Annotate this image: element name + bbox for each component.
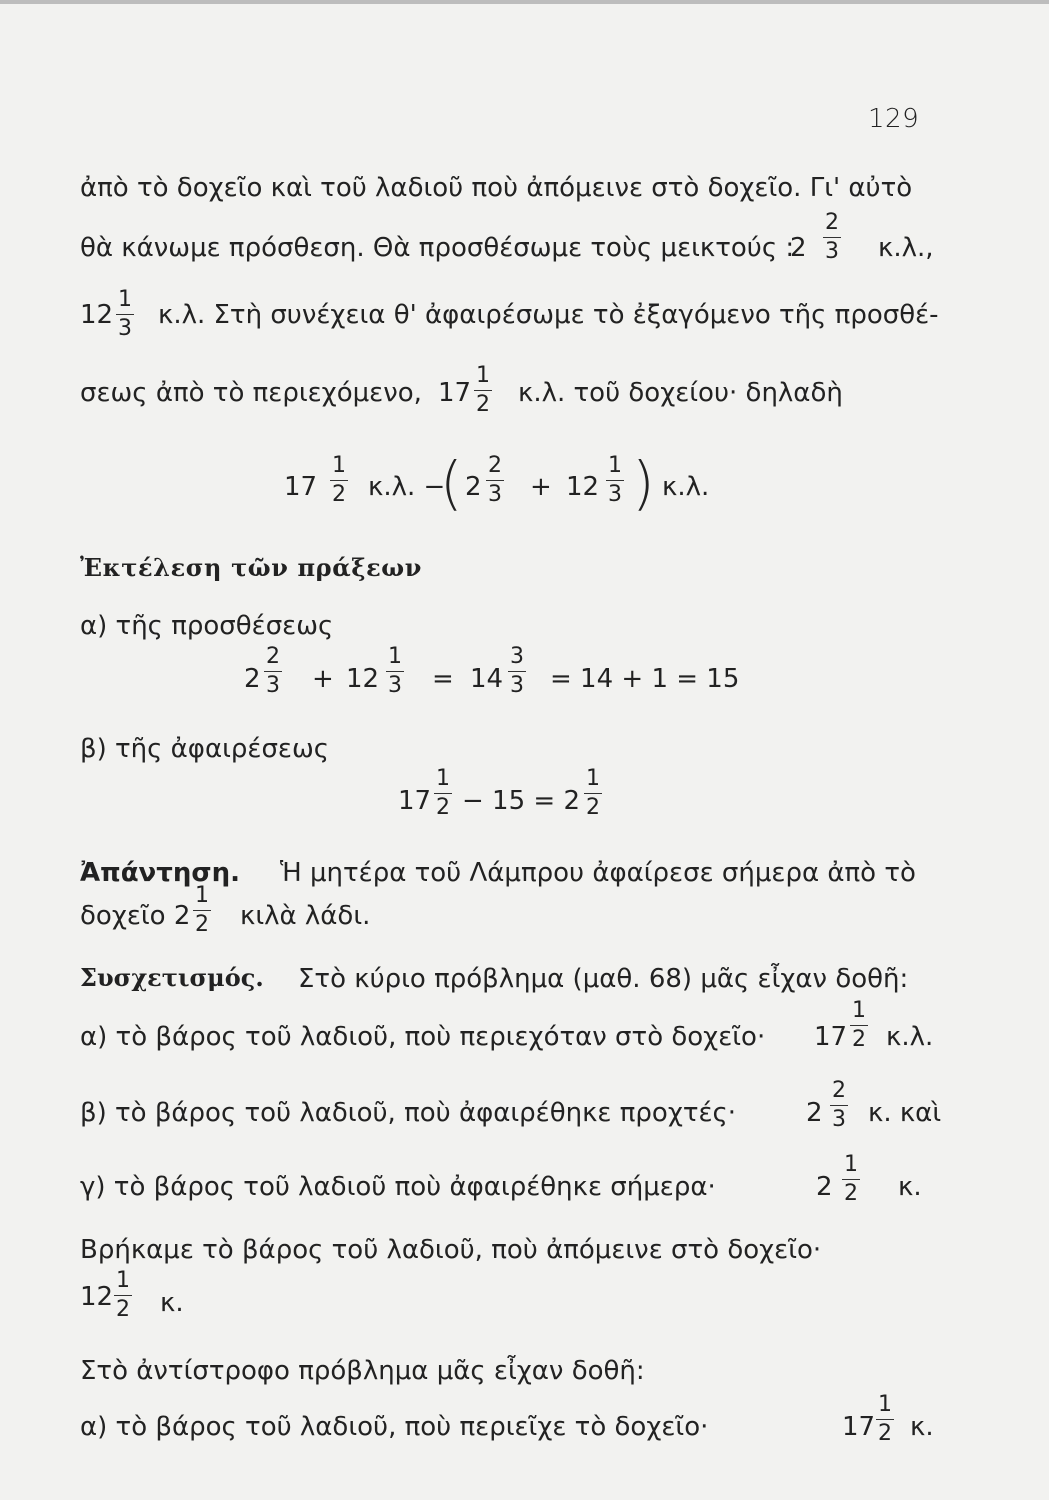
correlation-found: Βρήκαμε τὸ βάρος τοῦ λαδιοῦ, ποὺ ἀπόμεινε στὸ δοχεῖο· — [80, 1235, 822, 1265]
fraction — [114, 1270, 132, 1321]
list-item-alpha: α) τῆς προσθέσεως — [80, 611, 334, 641]
fraction — [264, 646, 282, 697]
equation-close-paren: ) — [632, 449, 655, 517]
fraction-bar — [508, 671, 526, 672]
fraction-denominator: 2 — [332, 482, 346, 507]
answer-label: Ἀπάντηση. — [80, 858, 240, 888]
fraction — [330, 455, 348, 506]
fraction-numerator: 1 — [476, 363, 490, 388]
page-number: 129 — [868, 104, 920, 134]
unit-label: κ.λ. — [886, 1022, 934, 1052]
correlation-item-gamma: γ) τὸ βάρος τοῦ λαδιοῦ ποὺ ἀφαιρέθηκε σήμερα· — [80, 1172, 716, 1202]
fraction-bar — [330, 480, 348, 481]
fraction-numerator: 1 — [844, 1152, 858, 1177]
fraction-numerator: 1 — [195, 883, 209, 908]
fraction-numerator: 1 — [852, 998, 866, 1023]
fraction-denominator: 3 — [832, 1107, 846, 1132]
equation-unit: κ.λ. — [662, 472, 710, 502]
correlation-item-beta: β) τὸ βάρος τοῦ λαδιοῦ, ποὺ ἀφαιρέθηκε προχτές· — [80, 1098, 737, 1128]
fraction-denominator: 3 — [488, 482, 502, 507]
fraction — [193, 885, 211, 936]
fraction-numerator: 1 — [586, 766, 600, 791]
mixed-number-whole: 2 — [806, 1098, 823, 1128]
fraction-numerator: 3 — [510, 644, 524, 669]
fraction-bar — [584, 793, 602, 794]
fraction-bar — [116, 314, 134, 315]
fraction-denominator: 2 — [878, 1421, 892, 1446]
fraction — [486, 455, 504, 506]
fraction — [823, 212, 841, 263]
fraction — [876, 1394, 894, 1445]
page-top-edge — [0, 0, 1049, 4]
equation-result: − 15 = 2 — [462, 786, 580, 816]
fraction-denominator: 2 — [116, 1297, 130, 1322]
unit-label: κ. — [160, 1288, 184, 1318]
unit-label: κ. καὶ — [868, 1098, 942, 1128]
unit-label: κ. — [910, 1412, 934, 1442]
fraction-denominator: 3 — [825, 239, 839, 264]
fraction-bar — [434, 793, 452, 794]
fraction-denominator: 2 — [844, 1181, 858, 1206]
fraction — [474, 365, 492, 416]
equation-term: 2 — [244, 664, 261, 694]
equation-term: 12 — [346, 664, 380, 694]
fraction-bar — [474, 390, 492, 391]
fraction-denominator: 2 — [586, 795, 600, 820]
equation-operator: + — [312, 664, 334, 694]
fraction-bar — [486, 480, 504, 481]
fraction — [434, 768, 452, 819]
paragraph-line-4-rest: κ.λ. τοῦ δοχείου· δηλαδὴ — [518, 378, 843, 408]
fraction-denominator: 2 — [852, 1027, 866, 1052]
fraction-denominator: 3 — [388, 673, 402, 698]
fraction — [850, 1000, 868, 1051]
equation-operator: κ.λ. − — [368, 472, 446, 502]
answer-line-2-rest: κιλὰ λάδι. — [240, 901, 371, 931]
fraction-numerator: 2 — [825, 210, 839, 235]
fraction-bar — [114, 1295, 132, 1296]
fraction-numerator: 1 — [116, 1268, 130, 1293]
fraction — [116, 289, 134, 340]
fraction-bar — [264, 671, 282, 672]
fraction-numerator: 1 — [436, 766, 450, 791]
inverse-text: Στὸ ἀντίστροφο πρόβλημα μᾶς εἶχαν δοθῆ: — [80, 1356, 645, 1386]
fraction-denominator: 3 — [510, 673, 524, 698]
answer-text: Ἡ μητέρα τοῦ Λάμπρου ἀφαίρεσε σήμερα ἀπὸ τὸ — [280, 858, 916, 888]
fraction-numerator: 1 — [608, 453, 622, 478]
fraction-denominator: 2 — [195, 912, 209, 937]
paragraph-line-3: κ.λ. Στὴ συνέχεια θ' ἀφαιρέσωμε τὸ ἐξαγόμενο τῆς προσθέ- — [158, 300, 939, 330]
paragraph-line-2: θὰ κάνωμε πρόσθεση. Θὰ προσθέσωμε τοὺς μεικτούς : — [80, 233, 795, 263]
fraction-numerator: 2 — [488, 453, 502, 478]
equation-open-paren: ( — [440, 449, 463, 517]
fraction-numerator: 1 — [388, 644, 402, 669]
equation-term: 2 — [465, 472, 482, 502]
fraction-numerator: 2 — [266, 644, 280, 669]
fraction-denominator: 2 — [476, 392, 490, 417]
fraction-numerator: 1 — [118, 287, 132, 312]
inverse-item-alpha: α) τὸ βάρος τοῦ λαδιοῦ, ποὺ περιεῖχε τὸ δοχεῖο· — [80, 1412, 709, 1442]
fraction-numerator: 1 — [332, 453, 346, 478]
mixed-number-whole: 12 — [80, 300, 114, 330]
equation-term: 12 — [566, 472, 600, 502]
equation-result: = 14 + 1 = 15 — [550, 664, 740, 694]
fraction-bar — [830, 1105, 848, 1106]
mixed-number-whole: 2 — [790, 233, 807, 263]
equation-term: 17 — [284, 472, 318, 502]
fraction — [508, 646, 526, 697]
equation-operator: + — [530, 472, 552, 502]
fraction-bar — [386, 671, 404, 672]
fraction — [606, 455, 624, 506]
fraction-bar — [823, 237, 841, 238]
fraction-denominator: 3 — [118, 316, 132, 341]
mixed-number-whole: 17 — [438, 378, 472, 408]
fraction-bar — [193, 910, 211, 911]
equation-operator: = — [432, 664, 454, 694]
fraction — [386, 646, 404, 697]
fraction-bar — [606, 480, 624, 481]
fraction-denominator: 2 — [436, 795, 450, 820]
fraction-bar — [850, 1025, 868, 1026]
correlation-label: Συσχετισμός. — [80, 963, 264, 992]
equation-term: 17 — [398, 786, 432, 816]
answer-line-2: δοχεῖο 2 — [80, 901, 191, 931]
list-item-beta: β) τῆς ἀφαιρέσεως — [80, 734, 330, 764]
fraction-bar — [876, 1419, 894, 1420]
fraction — [830, 1080, 848, 1131]
paragraph-line-4: σεως ἀπὸ τὸ περιεχόμενο, — [80, 378, 422, 408]
fraction — [842, 1154, 860, 1205]
correlation-text: Στὸ κύριο πρόβλημα (μαθ. 68) μᾶς εἶχαν δοθῆ: — [298, 964, 909, 994]
fraction-bar — [842, 1179, 860, 1180]
mixed-number-whole: 12 — [80, 1282, 114, 1312]
mixed-number-whole: 2 — [816, 1172, 833, 1202]
unit-label: κ. — [898, 1172, 922, 1202]
mixed-number-whole: 17 — [814, 1022, 848, 1052]
unit-label: κ.λ., — [878, 233, 934, 263]
equation-term: 14 — [470, 664, 504, 694]
fraction-numerator: 1 — [878, 1392, 892, 1417]
fraction — [584, 768, 602, 819]
fraction-denominator: 3 — [266, 673, 280, 698]
mixed-number-whole: 17 — [842, 1412, 876, 1442]
correlation-item-alpha: α) τὸ βάρος τοῦ λαδιοῦ, ποὺ περιεχόταν στὸ δοχεῖο· — [80, 1022, 766, 1052]
paragraph-line-1: ἀπὸ τὸ δοχεῖο καὶ τοῦ λαδιοῦ ποὺ ἀπόμεινε στὸ δοχεῖο. Γι' αὐτὸ — [80, 173, 913, 203]
section-heading: Ἐκτέλεση τῶν πράξεων — [80, 553, 422, 582]
fraction-denominator: 3 — [608, 482, 622, 507]
fraction-numerator: 2 — [832, 1078, 846, 1103]
